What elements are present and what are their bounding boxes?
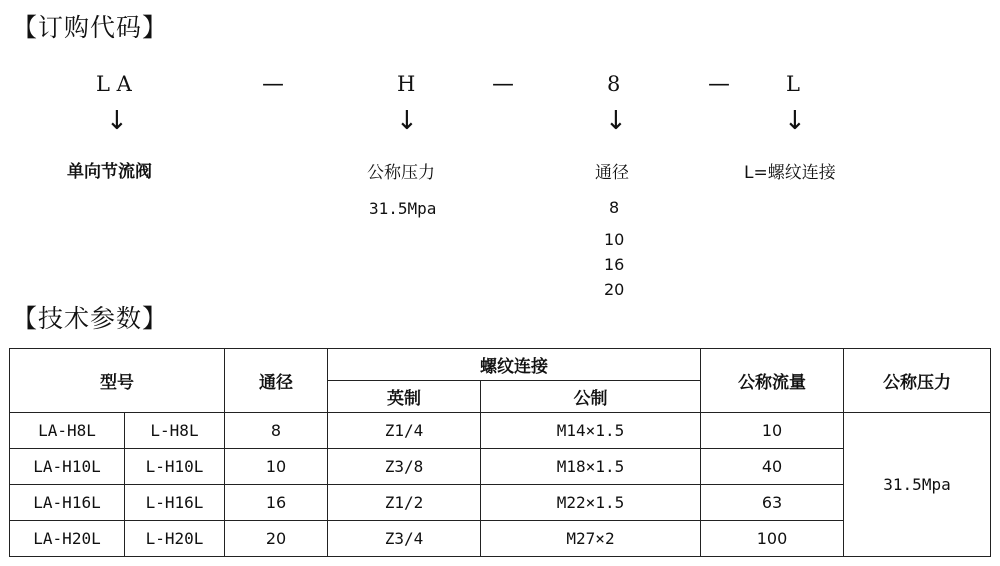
header-model: 型号 [10,349,225,413]
diameter-cell: 8 [225,413,328,449]
metric-cell: M27×2 [481,521,701,557]
flow-cell: 40 [701,449,844,485]
table-row [10,449,991,485]
metric-cell: M22×1.5 [481,485,701,521]
header-nominal-flow: 公称流量 [701,349,844,413]
model-cell: LA-H16L [10,485,125,521]
code-part-type: L A [96,72,132,96]
type-label: 单向节流阀 [67,162,152,182]
diameter-label: 通径 [595,163,629,183]
model-cell: L-H8L [125,413,225,449]
code-part-pressure: H [397,72,416,96]
header-thread-connection: 螺纹连接 [328,349,701,381]
code-separator: — [492,72,514,97]
imperial-cell: Z3/8 [328,449,481,485]
model-cell: LA-H10L [10,449,125,485]
code-separator: — [708,72,730,97]
flow-cell: 63 [701,485,844,521]
down-arrow-icon: ↓ [396,106,418,136]
pressure-value: 31.5Mpa [369,199,437,218]
code-part-diameter: 8 [607,72,621,96]
flow-cell: 10 [701,413,844,449]
pressure-cell: 31.5Mpa [844,413,991,557]
down-arrow-icon: ↓ [605,106,627,136]
imperial-cell: Z1/4 [328,413,481,449]
diameter-cell: 16 [225,485,328,521]
down-arrow-icon: ↓ [784,106,806,136]
code-separator: — [262,72,284,97]
table-row [10,521,991,557]
diameter-option: 8 [609,198,620,217]
model-cell: L-H10L [125,449,225,485]
metric-cell: M14×1.5 [481,413,701,449]
diameter-option: 20 [604,280,625,299]
imperial-cell: Z1/2 [328,485,481,521]
diameter-option: 10 [604,230,625,249]
header-nominal-pressure: 公称压力 [844,349,991,413]
header-metric: 公制 [481,381,701,413]
flow-cell: 100 [701,521,844,557]
table-row [10,413,991,449]
down-arrow-icon: ↓ [106,106,128,136]
diameter-cell: 20 [225,521,328,557]
diameter-cell: 10 [225,449,328,485]
model-cell: LA-H20L [10,521,125,557]
model-cell: L-H20L [125,521,225,557]
order-code-title: 【订购代码】 [12,13,169,42]
table-row [10,485,991,521]
connection-label: L=螺纹连接 [744,163,836,183]
header-diameter: 通径 [225,349,328,413]
pressure-label: 公称压力 [367,163,435,183]
model-cell: L-H16L [125,485,225,521]
diameter-option: 16 [604,255,625,274]
metric-cell: M18×1.5 [481,449,701,485]
model-cell: LA-H8L [10,413,125,449]
header-imperial: 英制 [328,381,481,413]
imperial-cell: Z3/4 [328,521,481,557]
code-part-connection: L [786,72,800,96]
tech-params-table [9,348,991,557]
tech-params-title: 【技术参数】 [12,304,169,333]
